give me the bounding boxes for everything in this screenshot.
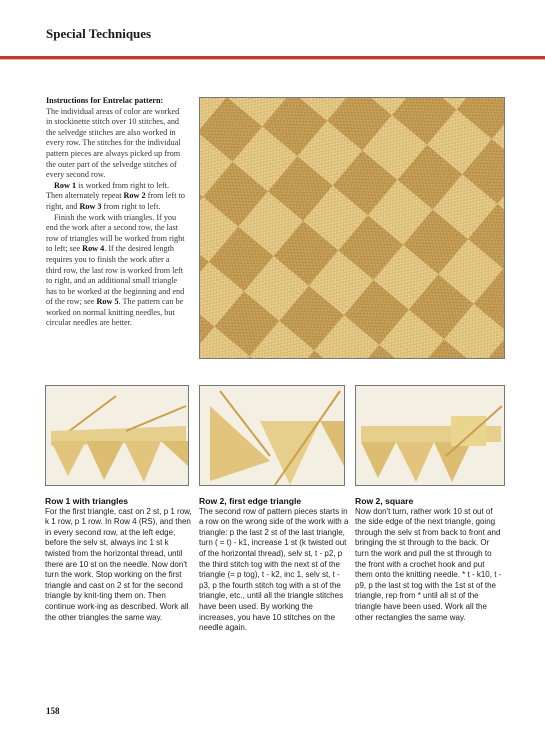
intro-paragraph-1: The individual areas of color are worked in stockinette stitch over 10 stitches, and the selvedge stitches are also worked in every row. The stitches for the individual pattern pieces are always picked up from the outer part of the selvedge stitches of every second row. — [46, 106, 181, 180]
caption-row2-edge-triangle — [199, 496, 349, 634]
caption-text: For the first triangle, cast on 2 st, p 1 row, k 1 row, p 1 row. In Row 4 (RS), and then in every second row, at the left edge, before the selv st, always inc 1 st k twisted from the horizontal thread, until there are 10 st on the needle. Now don't turn the work. Stop working on the first triangle and cast on 2 st for the second triangle by knit-ting them on. Then continue work-ing as described. Work all the other triangles the same way. — [45, 506, 192, 622]
intro-heading: Instructions for Entrelac pattern: — [46, 96, 164, 105]
page-header-title: Special Techniques — [46, 26, 152, 41]
caption-title: Row 2, square — [355, 496, 414, 506]
row2-square-photo — [355, 385, 505, 486]
caption-title: Row 1 with triangles — [45, 496, 129, 506]
caption-title: Row 2, first edge triangle — [199, 496, 302, 506]
caption-text: The second row of pattern pieces starts in a row on the wrong side of the work with a triangle: p the last 2 st of the last triangle, turn ( = t) - k1, increase 1 st (k twisted out of the horizontal thread), selv st, t - p2, p the third stitch tog with the next st of the triangle (= p tog), t - k2, inc 1, selv st, t - p3, p the fourth stitch tog with a st of the triangle, etc., until all the triangle stitches have been used. By working the increases, you have 10 stitches on the needle again. — [199, 506, 349, 633]
intro-paragraph-3: Finish the work with triangles. If you end the work after a second row, the last row of triangles will be worked from right to left; see Row 4. If the desired length requires you to finish the work after a third row, the last row is worked from left to right, and an additional small triangle has to be worked at the beginning and end of the row; see Row 5. The pattern can be worked on normal knitting needles, but circular needles are better. — [46, 212, 185, 328]
page-number: 158 — [46, 706, 60, 716]
row2-edge-triangle-photo — [199, 385, 345, 486]
caption-text: Now don't turn, rather work 10 st out of the side edge of the next triangle, going through the selv st from back to front and bringing the st through to the back. Or turn the work and pull the st through to the front with a crochet hook and put them onto the knitting needle. * t - k10, t - p9, p the last st tog with the 1st st of the triangle, rep from * until all st of the triangle have been used. Work all the other rectangles the same way. — [355, 506, 502, 622]
intro-text — [46, 96, 186, 329]
intro-paragraph-2: Row 1 is worked from right to left. Then alternately repeat Row 2 from left to right, and Row 3 from right to left. — [46, 180, 185, 211]
row1-triangles-photo — [45, 385, 189, 486]
caption-row2-square — [355, 496, 503, 623]
caption-row1-triangles — [45, 496, 193, 623]
header-rule-shadow — [0, 59, 545, 60]
entrelac-swatch-photo — [199, 97, 505, 359]
